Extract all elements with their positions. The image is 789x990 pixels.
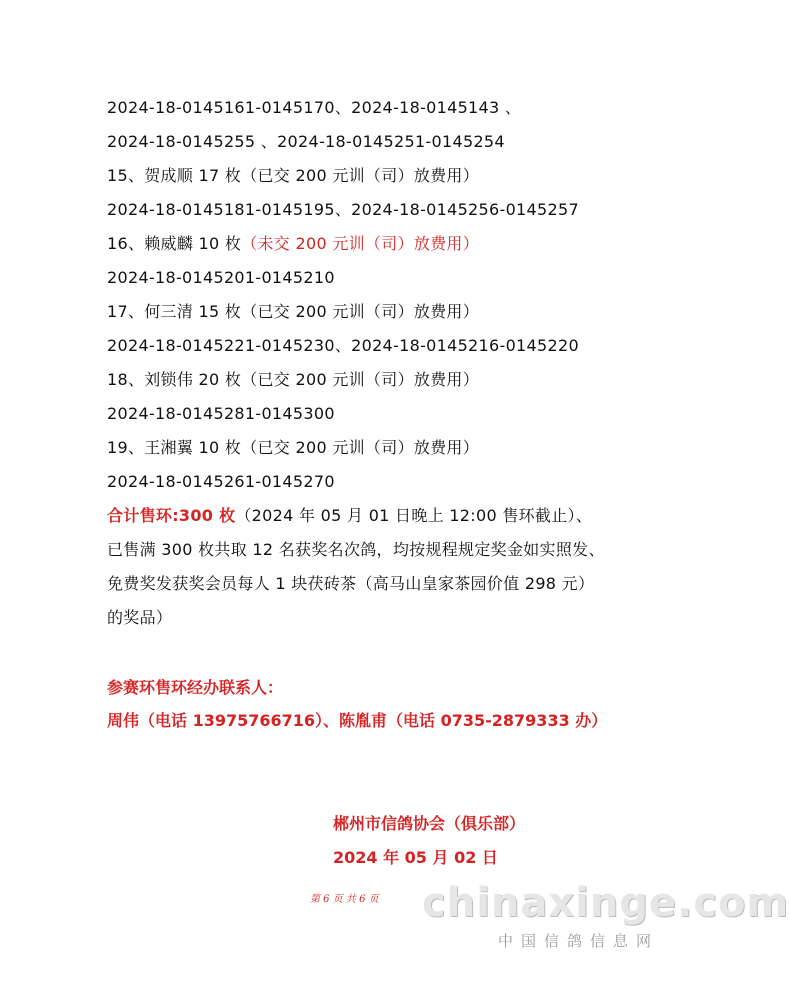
summary-total-label: 合计售环:300 枚 (107, 506, 236, 525)
member-entry (107, 234, 479, 254)
member-entry (107, 438, 479, 458)
ring-range-line: 2024-18-0145161-0145170、2024-18-0145143 、 (107, 98, 522, 117)
page-number: 第 6 页 共 6 页 (310, 894, 379, 905)
member-entry (107, 370, 479, 390)
watermark-domain: chinaxinge.com (422, 880, 789, 926)
contact-people: 周伟（电话 13975766716）、陈胤甫（电话 0735-2879333 办） (107, 711, 608, 730)
member-entry (107, 302, 479, 322)
signature-org: 郴州市信鸽协会（俱乐部） (333, 814, 526, 833)
ring-range-line: 2024-18-0145201-0145210 (107, 268, 335, 287)
fee-status: （已交 200 元训（司）放费用） (241, 438, 480, 457)
member-name-count: 17、何三清 15 枚 (107, 302, 242, 321)
signature-date: 2024 年 05 月 02 日 (333, 848, 498, 867)
contact-heading: 参赛环售环经办联系人： (107, 678, 284, 697)
watermark-site-name: 中国信鸽信息网 (498, 932, 660, 950)
ring-range-line: 2024-18-0145181-0145195、2024-18-0145256-0145257 (107, 200, 579, 219)
member-name-count: 18、刘锁伟 20 枚 (107, 370, 242, 389)
member-name-count: 16、赖威麟 10 枚 (107, 234, 242, 253)
member-entry (107, 166, 479, 186)
fee-status: （已交 200 元训（司）放费用） (241, 302, 480, 321)
summary-body: （2024 年 05 月 01 日晚上 12:00 售环截止）、已售满 300 枚共取 12 名获奖名次鸽，均按规程规定奖金如实照发、免费奖发获奖会员每人 1 块茯砖茶（高马山皇家茶园价值 298 元）的奖品） (107, 506, 605, 627)
fee-status: （已交 200 元训（司）放费用） (241, 166, 480, 185)
fee-status: （已交 200 元训（司）放费用） (241, 370, 480, 389)
ring-range-line: 2024-18-0145221-0145230、2024-18-0145216-0145220 (107, 336, 579, 355)
member-name-count: 19、王湘翼 10 枚 (107, 438, 242, 457)
ring-range-line: 2024-18-0145255 、2024-18-0145251-0145254 (107, 132, 505, 151)
ring-range-line: 2024-18-0145281-0145300 (107, 404, 335, 423)
ring-range-line: 2024-18-0145261-0145270 (107, 472, 335, 491)
summary-paragraph (107, 499, 607, 635)
member-name-count: 15、贺成顺 17 枚 (107, 166, 242, 185)
fee-status-unpaid: （未交 200 元训（司）放费用） (241, 234, 480, 253)
